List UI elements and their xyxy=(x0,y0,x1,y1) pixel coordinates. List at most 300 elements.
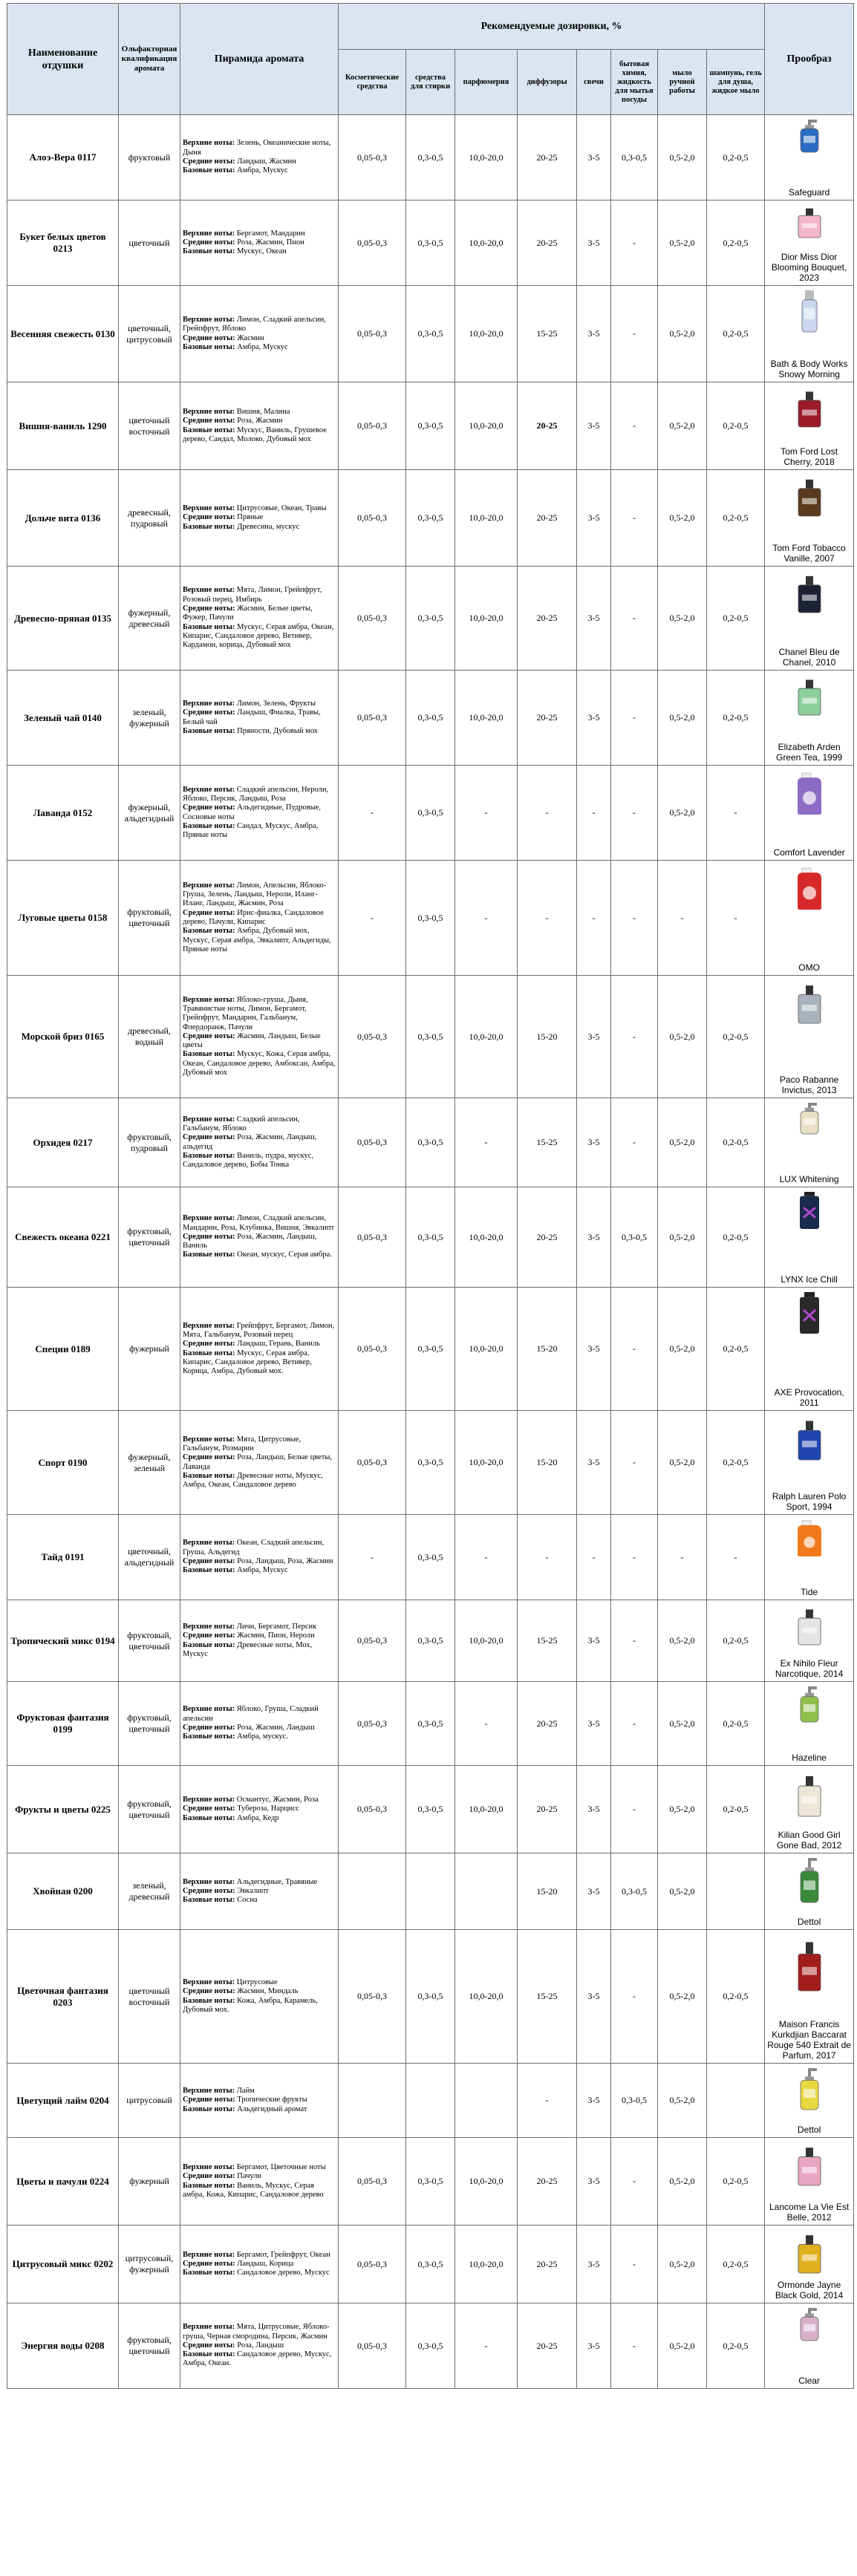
base-notes-label: Базовые ноты: xyxy=(183,1050,235,1059)
top-notes-value: Океан, Сладкий апельсин, Груша, Альдегид xyxy=(183,1539,325,1556)
dosage-cell xyxy=(339,1853,406,1930)
dosage-cell: - xyxy=(611,976,658,1098)
dosage-cell: 3-5 xyxy=(577,382,611,470)
dosage-cell: 0,2-0,5 xyxy=(707,1187,765,1288)
olfactory-class: зеленый, древесный xyxy=(119,1853,180,1930)
dosage-cell: - xyxy=(611,766,658,861)
base-notes xyxy=(183,1472,336,1490)
dosage-cell: - xyxy=(658,861,707,976)
middle-notes-value: Роза, Жасмин, Пион xyxy=(237,238,304,247)
base-notes-label: Базовые ноты: xyxy=(183,1349,235,1357)
dosage-cell: 0,3-0,5 xyxy=(406,2303,455,2389)
top-notes-value: Лайм xyxy=(236,2087,255,2096)
base-notes-label: Базовые ноты: xyxy=(183,1151,235,1160)
top-notes-label: Верхние ноты: xyxy=(183,1705,235,1714)
top-notes-label: Верхние ноты: xyxy=(183,1796,235,1804)
dosage-cell: 3-5 xyxy=(577,2303,611,2389)
dosage-cell: 0,5-2,0 xyxy=(658,1600,707,1682)
top-notes-value: Грейпфрут, Бергамот, Лимон, Мята, Гальбанум, Розовый перец xyxy=(183,1321,335,1339)
middle-notes-label: Средние ноты: xyxy=(183,708,235,717)
perfume-bottle-icon xyxy=(793,1933,826,1992)
dosage-cell: 15-20 xyxy=(518,1288,577,1411)
prototype-name: LUX Whitening xyxy=(779,1173,839,1184)
fragrance-name: Весенняя свежесть 0130 xyxy=(7,286,119,382)
middle-notes-label: Средние ноты: xyxy=(183,1987,235,1996)
olfactory-class: древесный, водный xyxy=(119,976,180,1098)
top-notes-label: Верхние ноты: xyxy=(183,407,235,416)
dosage-cell: - xyxy=(577,1515,611,1600)
base-notes-value: Мускус, Серая амбра, Океан, Кипарис, Сандаловое дерево, Ветивер, Кардамон, корица, Дубовый мох xyxy=(183,622,334,650)
top-notes xyxy=(183,700,336,708)
dosage-cell: 0,3-0,5 xyxy=(406,1930,455,2064)
middle-notes-value: Роза, Жасмин xyxy=(237,417,283,425)
header-col-laundry: средства для стирки xyxy=(406,50,455,115)
top-notes xyxy=(183,1878,336,1887)
prototype-cell xyxy=(765,1187,854,1288)
dosage-cell: 0,5-2,0 xyxy=(658,766,707,861)
perfume-bottle-icon xyxy=(793,2141,826,2187)
prototype-name: Maison Francis Kurkdjian Baccarat Rouge 540 Extrait de Parfum, 2017 xyxy=(767,2018,851,2061)
base-notes-value: Сандаловое дерево, Мускус, Амбра, Океан. xyxy=(183,2350,332,2368)
olfactory-class: фруктовый, цветочный xyxy=(119,861,180,976)
dosage-cell: 0,05-0,3 xyxy=(339,2303,406,2389)
table-row xyxy=(7,2064,854,2138)
base-notes-value: Сандал, Мускус, Амбра, Пряные ноты xyxy=(183,821,319,840)
dosage-cell: 0,5-2,0 xyxy=(658,2226,707,2303)
top-notes-value: Мята, Цитрусовые, Гальбанум, Розмарин xyxy=(183,1435,302,1452)
dosage-cell: - xyxy=(611,2303,658,2389)
base-notes-label: Базовые ноты: xyxy=(183,2181,235,2190)
prototype-name: AXE Provocation, 2011 xyxy=(774,1386,844,1408)
top-notes-label: Верхние ноты: xyxy=(183,2250,235,2259)
dosage-cell: - xyxy=(611,1515,658,1600)
dosage-cell: 0,5-2,0 xyxy=(658,1288,707,1411)
fragrance-name: Цветущий лайм 0204 xyxy=(7,2064,119,2138)
dosage-cell: 10,0-20,0 xyxy=(455,382,518,470)
base-notes xyxy=(183,1566,336,1575)
table-row xyxy=(7,1853,854,1930)
perfume-bottle-icon xyxy=(793,1769,826,1818)
middle-notes xyxy=(183,1804,336,1813)
table-row xyxy=(7,1600,854,1682)
table-row xyxy=(7,382,854,470)
dosage-cell: 20-25 xyxy=(518,2303,577,2389)
dosage-cell: 0,5-2,0 xyxy=(658,286,707,382)
dosage-cell: 20-25 xyxy=(518,115,577,200)
middle-notes-label: Средние ноты: xyxy=(183,1631,235,1640)
dosage-cell: - xyxy=(611,2226,658,2303)
fragrance-pyramid xyxy=(180,1853,339,1930)
dosage-cell: 3-5 xyxy=(577,671,611,766)
dosage-cell: 10,0-20,0 xyxy=(455,1930,518,2064)
perfume-bottle-icon xyxy=(793,1603,826,1646)
prototype-name: Bath & Body Works Snowy Morning xyxy=(770,358,848,379)
base-notes-value: Амбра, Мускус xyxy=(237,342,288,351)
middle-notes xyxy=(183,708,336,727)
top-notes xyxy=(183,1978,336,1987)
top-notes xyxy=(183,1322,336,1340)
dosage-cell: 0,2-0,5 xyxy=(707,567,765,671)
dosage-cell: - xyxy=(611,2138,658,2226)
top-notes xyxy=(183,408,336,417)
top-notes-value: Альдегидные, Травяные xyxy=(236,1877,318,1886)
dosage-cell: 20-25 xyxy=(518,671,577,766)
base-notes-label: Базовые ноты: xyxy=(183,2104,235,2113)
top-notes-label: Верхние ноты: xyxy=(183,995,235,1004)
middle-notes xyxy=(183,2172,336,2181)
fragrance-pyramid xyxy=(180,115,339,200)
spray-bottle-icon xyxy=(793,289,826,333)
base-notes-value: Древесные ноты, Мускус, Амбра, Океан, Сандаловое дерево xyxy=(183,1471,323,1490)
dosage-cell: - xyxy=(339,861,406,976)
top-notes-label: Верхние ноты: xyxy=(183,1321,235,1330)
base-notes-value: Кожа, Амбра, Карамель, Дубовый мох. xyxy=(183,1996,318,2014)
dosage-cell: 0,3-0,5 xyxy=(406,1766,455,1853)
base-notes xyxy=(183,1732,336,1741)
fragrance-table-sheet xyxy=(7,3,853,2389)
detergent-bottle-icon xyxy=(793,1518,826,1558)
fragrance-pyramid xyxy=(180,766,339,861)
prototype-name: Dior Miss Dior Blooming Bouquet, 2023 xyxy=(771,251,847,283)
middle-notes xyxy=(183,1987,336,1996)
dosage-cell: 10,0-20,0 xyxy=(455,2138,518,2226)
dosage-cell: - xyxy=(577,861,611,976)
dosage-cell: 15-25 xyxy=(518,1930,577,2064)
top-notes-value: Цитрусовые, Океан, Травы xyxy=(236,504,327,513)
base-notes-label: Базовые ноты: xyxy=(183,1813,235,1822)
base-notes xyxy=(183,1641,336,1660)
base-notes xyxy=(183,523,336,532)
dosage-cell: 0,2-0,5 xyxy=(707,286,765,382)
dosage-cell: 0,05-0,3 xyxy=(339,1930,406,2064)
top-notes-label: Верхние ноты: xyxy=(183,785,235,794)
dosage-cell: 10,0-20,0 xyxy=(455,2226,518,2303)
top-notes-label: Верхние ноты: xyxy=(183,1877,235,1886)
middle-notes-value: Жасмин, Пион, Нероли xyxy=(237,1631,315,1640)
dosage-cell: 3-5 xyxy=(577,1853,611,1930)
fragrance-pyramid xyxy=(180,1411,339,1515)
header-col-soap: мыло ручной работы xyxy=(658,50,707,115)
prototype-name: Elizabeth Arden Green Tea, 1999 xyxy=(776,741,843,763)
table-row xyxy=(7,2303,854,2389)
middle-notes-label: Средние ноты: xyxy=(183,1804,235,1813)
top-notes-label: Верхние ноты: xyxy=(183,881,235,890)
base-notes-value: Мускус, Серая амбра, Кипарис, Сандаловое дерево, Ветивер, Корица, Амбра, Дубовый мох. xyxy=(183,1349,312,1376)
dosage-cell: 20-25 xyxy=(518,382,577,470)
dosage-cell: 0,05-0,3 xyxy=(339,976,406,1098)
olfactory-class: фруктовый, пудровый xyxy=(119,1098,180,1187)
fragrance-pyramid xyxy=(180,1766,339,1853)
perfume-bottle-icon xyxy=(793,674,826,717)
top-notes-value: Сладкий апельсин, Гальбанум, Яблоко xyxy=(183,1115,300,1132)
base-notes xyxy=(183,1152,336,1170)
dosage-cell: 10,0-20,0 xyxy=(455,567,518,671)
middle-notes-label: Средние ноты: xyxy=(183,2172,235,2181)
base-notes-label: Базовые ноты: xyxy=(183,342,235,351)
detergent-bottle-icon xyxy=(793,769,826,816)
dosage-cell: 0,05-0,3 xyxy=(339,1766,406,1853)
dosage-cell: 3-5 xyxy=(577,200,611,286)
top-notes xyxy=(183,586,336,604)
dosage-cell: - xyxy=(611,1600,658,1682)
olfactory-class: цветочный восточный xyxy=(119,382,180,470)
dosage-cell: 0,2-0,5 xyxy=(707,1600,765,1682)
dosage-cell: 0,3-0,5 xyxy=(406,766,455,861)
top-notes-value: Бергамот, Мандарин xyxy=(236,229,305,238)
fragrance-pyramid xyxy=(180,2226,339,2303)
middle-notes-value: Жасмин, Миндаль xyxy=(237,1987,299,1996)
middle-notes xyxy=(183,909,336,927)
top-notes xyxy=(183,1623,336,1631)
table-row xyxy=(7,115,854,200)
prototype-cell xyxy=(765,567,854,671)
top-notes-label: Верхние ноты: xyxy=(183,699,235,708)
table-row xyxy=(7,2226,854,2303)
top-notes xyxy=(183,2087,336,2096)
dosage-cell: 0,2-0,5 xyxy=(707,1766,765,1853)
top-notes-value: Лимон, Зелень, Фрукты xyxy=(236,699,316,708)
prototype-name: Ormonde Jayne Black Gold, 2014 xyxy=(775,2279,844,2301)
dosage-cell: 3-5 xyxy=(577,1930,611,2064)
top-notes xyxy=(183,1539,336,1557)
dosage-cell: 0,05-0,3 xyxy=(339,1682,406,1766)
middle-notes-value: Роза, Ландыш xyxy=(237,2341,284,2350)
olfactory-class: фруктовый, цветочный xyxy=(119,1187,180,1288)
pump-bottle-icon xyxy=(793,2306,826,2342)
dosage-cell: 0,05-0,3 xyxy=(339,2138,406,2226)
top-notes xyxy=(183,229,336,238)
middle-notes-value: Тропические фрукты xyxy=(237,2096,307,2104)
dosage-cell: 0,3-0,5 xyxy=(406,1515,455,1600)
middle-notes xyxy=(183,1340,336,1349)
dosage-cell: - xyxy=(455,861,518,976)
dosage-cell: 0,5-2,0 xyxy=(658,1766,707,1853)
pump-bottle-icon xyxy=(793,1101,826,1135)
olfactory-class: зеленый, фужерный xyxy=(119,671,180,766)
dosage-cell: 3-5 xyxy=(577,2064,611,2138)
top-notes xyxy=(183,504,336,513)
middle-notes-label: Средние ноты: xyxy=(183,157,235,166)
dosage-cell: 10,0-20,0 xyxy=(455,1411,518,1515)
dosage-cell: 20-25 xyxy=(518,1187,577,1288)
dosage-cell: - xyxy=(577,766,611,861)
dosage-cell: 0,5-2,0 xyxy=(658,567,707,671)
dosage-cell: 3-5 xyxy=(577,115,611,200)
prototype-name: Kilian Good Girl Gone Bad, 2012 xyxy=(776,1829,842,1851)
prototype-cell xyxy=(765,1853,854,1930)
dosage-cell: 0,3-0,5 xyxy=(406,1288,455,1411)
middle-notes-value: Тубероза, Нарцисс xyxy=(237,1804,299,1813)
dosage-cell: 0,3-0,5 xyxy=(406,286,455,382)
top-notes-value: Бергамот, Грейпфрут, Океан xyxy=(236,2250,330,2259)
dosage-cell xyxy=(707,1853,765,1930)
dosage-cell: - xyxy=(611,1288,658,1411)
fragrance-pyramid xyxy=(180,1098,339,1187)
olfactory-class: цитрусовый, фужерный xyxy=(119,2226,180,2303)
prototype-name: Dettol xyxy=(797,1916,821,1927)
dosage-cell: 3-5 xyxy=(577,470,611,567)
base-notes-label: Базовые ноты: xyxy=(183,1566,235,1575)
dosage-cell: 0,2-0,5 xyxy=(707,1411,765,1515)
dosage-cell: 0,2-0,5 xyxy=(707,1682,765,1766)
perfume-bottle-icon xyxy=(793,385,826,428)
fragrance-name: Тайд 0191 xyxy=(7,1515,119,1600)
dosage-cell: 0,3-0,5 xyxy=(406,382,455,470)
dosage-cell: 0,3-0,5 xyxy=(406,1600,455,1682)
dosage-cell: - xyxy=(455,1682,518,1766)
base-notes-label: Базовые ноты: xyxy=(183,247,235,256)
prototype-name: Dettol xyxy=(797,2124,821,2135)
fragrance-name: Букет белых цветов 0213 xyxy=(7,200,119,286)
top-notes xyxy=(183,1115,336,1134)
top-notes xyxy=(183,2323,336,2341)
fragrance-pyramid xyxy=(180,671,339,766)
perfume-bottle-icon xyxy=(793,570,826,614)
fragrance-name: Энергия воды 0208 xyxy=(7,2303,119,2389)
top-notes-label: Верхние ноты: xyxy=(183,504,235,513)
dosage-cell: 0,3-0,5 xyxy=(406,200,455,286)
dosage-cell: 0,05-0,3 xyxy=(339,1288,406,1411)
dosage-cell: 10,0-20,0 xyxy=(455,115,518,200)
top-notes-label: Верхние ноты: xyxy=(183,1539,235,1548)
top-notes-label: Верхние ноты: xyxy=(183,1214,235,1223)
olfactory-class: фруктовый, цветочный xyxy=(119,1766,180,1853)
middle-notes-label: Средние ноты: xyxy=(183,513,235,522)
fragrance-pyramid xyxy=(180,2064,339,2138)
dosage-cell: 0,2-0,5 xyxy=(707,200,765,286)
dosage-cell: - xyxy=(611,200,658,286)
table-row xyxy=(7,1098,854,1187)
prototype-cell xyxy=(765,671,854,766)
fragrance-pyramid xyxy=(180,470,339,567)
table-row xyxy=(7,1930,854,2064)
detergent-bottle-icon xyxy=(793,864,826,911)
top-notes-value: Сладкий апельсин, Нероли, Яблоко, Персик, Ландыш, Роза xyxy=(183,785,329,803)
olfactory-class: цветочный восточный xyxy=(119,1930,180,2064)
dosage-cell xyxy=(707,2064,765,2138)
middle-notes-label: Средние ноты: xyxy=(183,417,235,425)
prototype-cell xyxy=(765,976,854,1098)
table-row xyxy=(7,200,854,286)
dosage-cell: - xyxy=(518,766,577,861)
base-notes-value: Сандаловое дерево, Мускус xyxy=(237,2269,330,2277)
dosage-cell: 0,05-0,3 xyxy=(339,671,406,766)
base-notes-label: Базовые ноты: xyxy=(183,821,235,830)
table-row xyxy=(7,2138,854,2226)
header-col-perfumery: парфюмерия xyxy=(455,50,518,115)
base-notes xyxy=(183,166,336,175)
base-notes xyxy=(183,2182,336,2200)
prototype-name: Tom Ford Lost Cherry, 2018 xyxy=(781,446,838,467)
table-row xyxy=(7,1766,854,1853)
middle-notes-value: Роза, Жасмин, Ландыш, Ваниль xyxy=(183,1232,317,1250)
prototype-cell xyxy=(765,2303,854,2389)
dosage-cell: - xyxy=(455,1098,518,1187)
dosage-cell: 3-5 xyxy=(577,1766,611,1853)
dosage-cell: 20-25 xyxy=(518,470,577,567)
table-row xyxy=(7,1515,854,1600)
fragrance-pyramid xyxy=(180,976,339,1098)
base-notes-value: Альдегидный аромат xyxy=(237,2104,307,2113)
middle-notes-label: Средние ноты: xyxy=(183,1886,235,1895)
base-notes-value: Амбра, Мускус xyxy=(237,166,288,175)
dosage-cell: 0,05-0,3 xyxy=(339,1600,406,1682)
olfactory-class: фруктовый, цветочный xyxy=(119,2303,180,2389)
fragrance-name: Фруктовая фантазия 0199 xyxy=(7,1682,119,1766)
dosage-cell: 0,05-0,3 xyxy=(339,382,406,470)
top-notes-value: Лимон, Сладкий апельсин, Грейпфрут, Яблоко xyxy=(183,315,326,333)
pump-bottle-icon xyxy=(793,118,826,154)
middle-notes xyxy=(183,157,336,166)
base-notes xyxy=(183,623,336,650)
middle-notes-label: Средние ноты: xyxy=(183,333,235,342)
prototype-cell xyxy=(765,470,854,567)
top-notes xyxy=(183,1705,336,1724)
fragrance-name: Морской бриз 0165 xyxy=(7,976,119,1098)
prototype-name: Ralph Lauren Polo Sport, 1994 xyxy=(772,1490,847,1512)
spray-can-icon xyxy=(793,1291,826,1335)
dosage-cell: 0,2-0,5 xyxy=(707,382,765,470)
dosage-cell: 3-5 xyxy=(577,1411,611,1515)
olfactory-class: цветочный xyxy=(119,200,180,286)
dosage-cell: 15-25 xyxy=(518,1600,577,1682)
dosage-cell: 0,3-0,5 xyxy=(611,1187,658,1288)
prototype-cell xyxy=(765,766,854,861)
prototype-cell xyxy=(765,861,854,976)
base-notes xyxy=(183,2350,336,2369)
dosage-cell: 10,0-20,0 xyxy=(455,671,518,766)
dosage-cell: 10,0-20,0 xyxy=(455,1187,518,1288)
top-notes-value: Зелень, Океанические ноты, Дыня xyxy=(183,139,331,157)
dosage-cell xyxy=(406,2064,455,2138)
middle-notes-value: Ландыш, Корица xyxy=(237,2259,294,2268)
top-notes-label: Верхние ноты: xyxy=(183,315,235,324)
dosage-cell: - xyxy=(455,2303,518,2389)
top-notes xyxy=(183,786,336,804)
middle-notes-value: Роза, Ландыш, Белые цветы, Лаванда xyxy=(183,1453,333,1471)
middle-notes xyxy=(183,513,336,522)
dosage-cell xyxy=(455,2064,518,2138)
header-col-candles: свечи xyxy=(577,50,611,115)
dosage-cell: 3-5 xyxy=(577,286,611,382)
prototype-cell xyxy=(765,1098,854,1187)
dosage-cell: 0,5-2,0 xyxy=(658,1098,707,1187)
prototype-cell xyxy=(765,2064,854,2138)
dosage-cell: 10,0-20,0 xyxy=(455,1288,518,1411)
dosage-cell: 0,05-0,3 xyxy=(339,567,406,671)
dosage-cell: 0,2-0,5 xyxy=(707,1288,765,1411)
table-body xyxy=(7,115,854,2389)
middle-notes-label: Средние ноты: xyxy=(183,238,235,247)
table-row xyxy=(7,1187,854,1288)
middle-notes-value: Жасмин xyxy=(237,333,264,342)
top-notes xyxy=(183,1796,336,1804)
fragrance-pyramid xyxy=(180,1288,339,1411)
dosage-cell: 0,3-0,5 xyxy=(406,2226,455,2303)
dosage-cell: - xyxy=(518,1515,577,1600)
top-notes-value: Мята, Лимон, Грейпфрут, Розовый перец, Имбирь xyxy=(183,586,322,604)
dosage-cell: 15-20 xyxy=(518,1853,577,1930)
middle-notes xyxy=(183,1032,336,1051)
table-row xyxy=(7,1411,854,1515)
dosage-cell: 0,3-0,5 xyxy=(611,115,658,200)
base-notes-value: Мускус, Ваниль, Грушевое дерево, Сандал, Молоко, Дубовый мох xyxy=(183,425,327,443)
olfactory-class: фруктовый, цветочный xyxy=(119,1682,180,1766)
middle-notes-value: Альдегидные, Пудровые, Сосновые ноты xyxy=(183,803,322,821)
dosage-cell: 0,05-0,3 xyxy=(339,1187,406,1288)
base-notes xyxy=(183,727,336,736)
top-notes-label: Верхние ноты: xyxy=(183,229,235,238)
